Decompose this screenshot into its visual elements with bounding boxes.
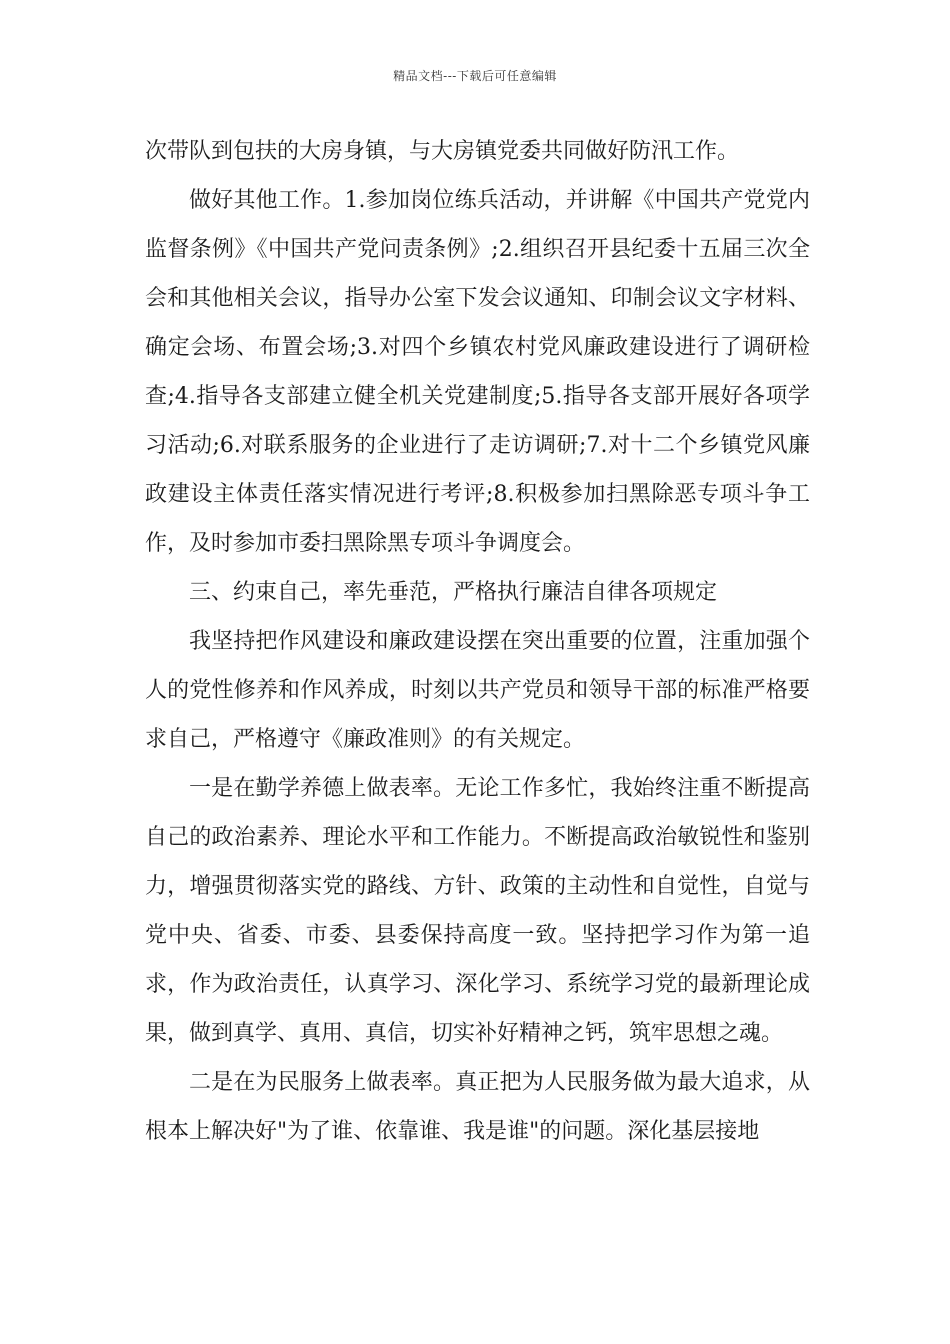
paragraph-continuation: 次带队到包扶的大房身镇，与大房镇党委共同做好防汛工作。 — [145, 139, 740, 164]
section-heading-three: 三、约束自己，率先垂范，严格执行廉洁自律各项规定 — [189, 580, 718, 605]
paragraph-point-one: 一是在勤学养德上做表率。无论工作多忙，我始终注重不断提高自己的政治素养、理论水平和工作能力。不断提高政治敏锐性和鉴别力，增强贯彻落实党的路线、方针、政策的主动性和自觉性，自觉与党中央、省委、市委、县委保持高度一致。坚持把学习作为第一追求，作为政治责任，认真学习、深化学习、系统学习党的最新理论成果，做到真学、真用、真信，切实补好精神之钙，筑牢思想之魂。 — [145, 776, 810, 1046]
paragraph-self-discipline: 我坚持把作风建设和廉政建设摆在突出重要的位置，注重加强个人的党性修养和作风养成，时刻以共产党员和领导干部的标准严格要求自己，严格遵守《廉政准则》的有关规定。 — [145, 629, 810, 752]
document-body — [145, 127, 810, 1156]
paragraph-point-two: 二是在为民服务上做表率。真正把为人民服务做为最大追求，从根本上解决好"为了谁、依靠谁、我是谁"的问题。深化基层接地 — [145, 1070, 810, 1144]
paragraph-other-work: 做好其他工作。1.参加岗位练兵活动，并讲解《中国共产党党内监督条例》《中国共产党问责条例》;2.组织召开县纪委十五届三次全会和其他相关会议，指导办公室下发会议通知、印制会议文字材料、确定会场、布置会场;3.对四个乡镇农村党风廉政建设进行了调研检查;4.指导各支部建立健全机关党建制度;5.指导各支部开展好各项学习活动;6.对联系服务的企业进行了走访调研;7.对十二个乡镇党风廉政建设主体责任落实情况进行考评;8.积极参加扫黑除恶专项斗争工作，及时参加市委扫黑除黑专项斗争调度会。 — [145, 188, 810, 556]
page-header: 精品文档---下载后可任意编辑 — [393, 69, 557, 83]
